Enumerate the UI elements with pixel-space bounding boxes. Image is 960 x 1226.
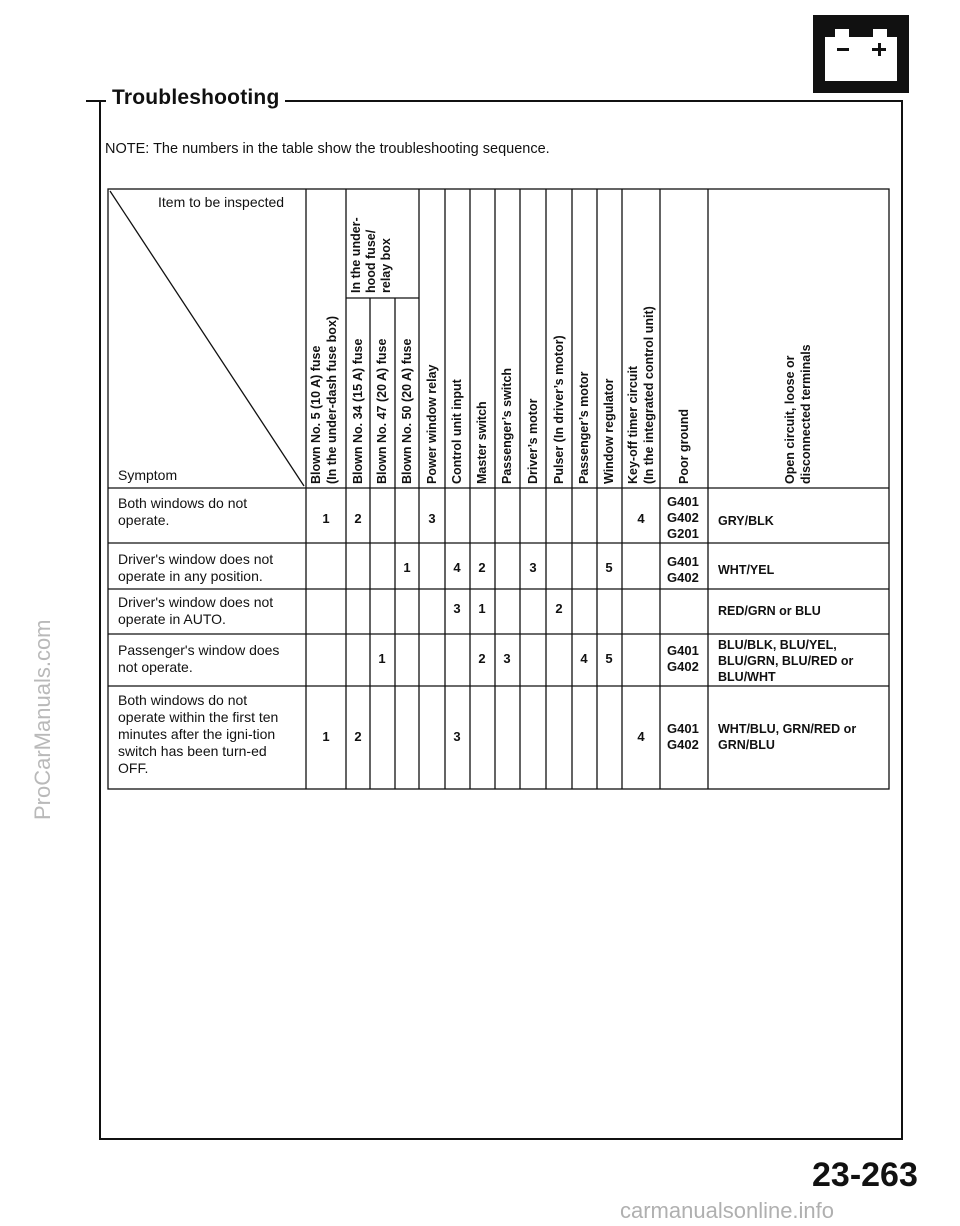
sequence-cell: 4 [637, 511, 645, 526]
sequence-cell: 2 [478, 560, 486, 575]
footer-url: carmanualsonline.info [620, 1198, 835, 1223]
page-number: 23-263 [812, 1156, 918, 1194]
sequence-cell: 3 [453, 729, 461, 744]
sequence-cell: 1 [322, 511, 330, 526]
terminals-cell: GRY/BLK [718, 514, 774, 528]
col-drivers-motor: Driver’s motor [526, 398, 540, 484]
col-key-off-timer: Key-off timer circuit (In the integrated control unit) [626, 306, 656, 484]
symptom-cell: Driver's window does not operate in any position. [118, 551, 274, 584]
sequence-cell: 1 [403, 560, 411, 575]
col-window-regulator: Window regulator [602, 378, 616, 484]
col-control-unit-input: Control unit input [450, 379, 464, 484]
terminals-cell: BLU/BLK, BLU/YEL, BLU/GRN, BLU/RED or BLU/WHT [718, 638, 854, 684]
sequence-cell: 3 [453, 601, 461, 616]
symptom-label: Symptom [118, 467, 178, 483]
sequence-cell: 1 [378, 651, 386, 666]
col-power-window-relay: Power window relay [425, 364, 439, 484]
ground-cell: G401 G402 [667, 554, 699, 585]
sequence-cell: 2 [354, 729, 362, 744]
sequence-cell: 2 [354, 511, 362, 526]
col-passengers-motor: Passenger’s motor [577, 371, 591, 484]
sequence-cell: 3 [428, 511, 436, 526]
sequence-cell: 2 [478, 651, 486, 666]
terminals-cell: RED/GRN or BLU [718, 604, 821, 618]
terminals-cell: WHT/YEL [718, 563, 775, 577]
watermark-text: ProCarManuals.com [30, 619, 55, 820]
symptom-cell: Both windows do not operate within the first ten minutes after the igni-tion switch has been turn-ed OFF. [118, 692, 279, 776]
col-fuse-47: Blown No. 47 (20 A) fuse [375, 338, 389, 484]
sequence-cell: 5 [605, 560, 613, 575]
col-poor-ground: Poor ground [677, 409, 691, 484]
sequence-cell: 4 [637, 729, 645, 744]
sequence-cell: 3 [503, 651, 511, 666]
note-text: NOTE: The numbers in the table show the troubleshooting sequence. [105, 141, 550, 157]
col-fuse-5: Blown No. 5 (10 A) fuse (In the under-dash fuse box) [309, 315, 339, 484]
col-fuse-50: Blown No. 50 (20 A) fuse [400, 338, 414, 484]
section-title: Troubleshooting [106, 86, 285, 110]
col-underhood-group: In the under- hood fuse/ relay box [349, 217, 393, 293]
col-master-switch: Master switch [475, 401, 489, 484]
sequence-cell: 5 [605, 651, 613, 666]
symptom-cell: Driver's window does not operate in AUTO. [118, 594, 274, 627]
symptom-cell: Both windows do not operate. [118, 495, 248, 528]
sequence-cell: 1 [322, 729, 330, 744]
sequence-cell: 3 [529, 560, 537, 575]
ground-cell: G401 G402 [667, 721, 699, 752]
col-pulser: Pulser (In driver’s motor) [552, 335, 566, 484]
ground-cell: G401 G402 G201 [667, 494, 699, 541]
col-passengers-switch: Passenger’s switch [500, 367, 514, 484]
terminals-cell: WHT/BLU, GRN/RED or GRN/BLU [718, 722, 857, 752]
sequence-cell: 1 [478, 601, 486, 616]
ground-cell: G401 G402 [667, 643, 699, 674]
sequence-cell: 4 [453, 560, 461, 575]
symptom-cell: Passenger's window does not operate. [118, 642, 280, 675]
sequence-cell: 4 [580, 651, 588, 666]
col-fuse-34: Blown No. 34 (15 A) fuse [351, 338, 365, 484]
col-open-circuit: Open circuit, loose or disconnected terminals [783, 344, 813, 484]
sequence-cell: 2 [555, 601, 563, 616]
item-to-be-inspected-label: Item to be inspected [158, 194, 285, 210]
